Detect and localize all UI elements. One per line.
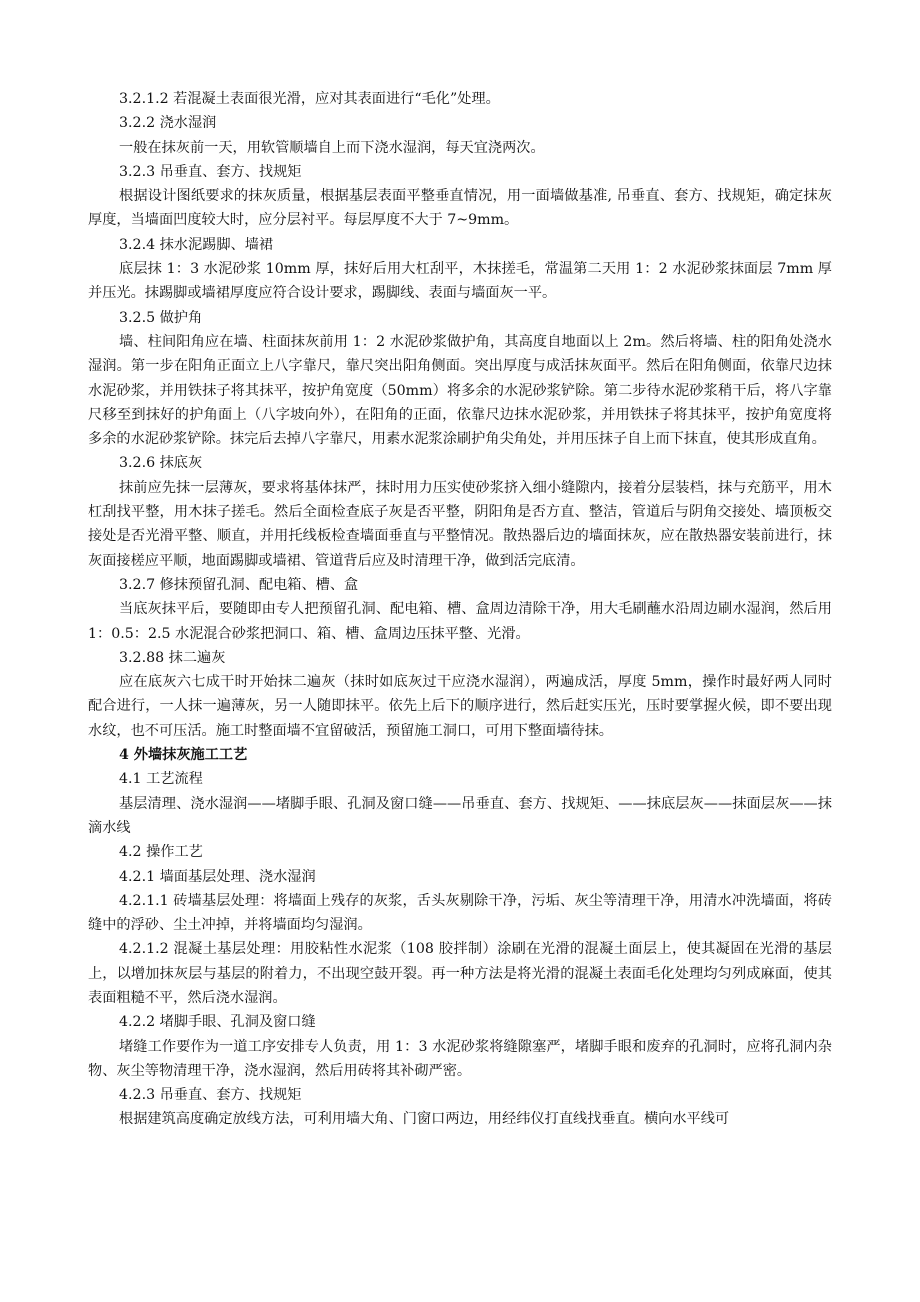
section-heading: 3.2.7 修抹预留孔洞、配电箱、槽、盒 — [119, 576, 359, 593]
chapter-heading: 4 外墙抹灰施工工艺 — [119, 747, 248, 764]
body-paragraph: 堵缝工作要作为一道工序安排专人负责，用 1：3 水泥砂浆将缝隙塞严，堵脚手眼和废弃的孔洞时，应将孔洞内杂物、灰尘等物清理干净，浇水湿润，然后用砖将其补砌严密。 — [88, 1038, 832, 1079]
section-heading: 4.2.2 堵脚手眼、孔洞及窗口缝 — [119, 1014, 316, 1031]
section-heading: 4.2.3 吊垂直、套方、找规矩 — [119, 1087, 302, 1104]
section-heading: 3.2.88 抹二遍灰 — [119, 649, 226, 666]
section-heading: 3.2.3 吊垂直、套方、找规矩 — [119, 163, 302, 180]
section-heading: 4.2 操作工艺 — [119, 844, 203, 861]
body-paragraph: 抹前应先抹一层薄灰，要求将基体抹严，抹时用力压实使砂浆挤入细小缝隙内，接着分层装档，抹与充筋平，用木杠刮找平整，用木抹子搓毛。然后全面检查底子灰是否平整，阴阳角是否方直、整洁，管道后与阴角交接处、墙顶板交接处是否光滑平整、顺直，并用托线板检查墙面垂直与平整情况。散热器后边的墙面抹灰，应在散热器安装前进行，抹灰面接槎应平顺，地面踢脚或墙裙、管道背后应及时清理干净，做到活完底清。 — [88, 479, 832, 569]
body-paragraph: 底层抹 1：3 水泥砂浆 10mm 厚，抹好后用大杠刮平，木抹搓毛，常温第二天用 1：2 水泥砂浆抹面层 7mm 厚并压光。抹踢脚或墙裙厚度应符合设计要求，踢脚线、表面与墙面灰一平。 — [88, 261, 832, 302]
section-heading: 3.2.6 抹底灰 — [119, 455, 203, 472]
text-line: 3.2.1.2 若混凝土表面很光滑，应对其表面进行“毛化”处理。 — [119, 91, 500, 107]
body-paragraph: 根据建筑高度确定放线方法，可利用墙大角、门窗口两边，用经纬仪打直线找垂直。横向水平线可 — [119, 1111, 730, 1128]
body-paragraph: 基层清理、浇水湿润——堵脚手眼、孔洞及窗口缝——吊垂直、套方、找规矩、——抹底层灰——抹面层灰——抹滴水线 — [88, 795, 832, 836]
body-paragraph: 4.2.1.1 砖墙基层处理：将墙面上残存的灰浆，舌头灰剔除干净，污垢、灰尘等清理干净，用清水冲洗墙面，将砖缝中的浮砂、尘土冲掉，并将墙面均匀湿润。 — [88, 892, 832, 934]
body-paragraph: 应在底灰六七成干时开始抹二遍灰（抹时如底灰过干应浇水湿润），两遍成活，厚度 5mm，操作时最好两人同时配合进行，一人抹一遍薄灰，另一人随即抹平。依先上后下的顺序进行，然后赶实压光，压时要掌握火候，即不要出现水纹，也不可压活。施工时整面墙不宜留破活，预留施工洞口，可用下整面墙待抹。 — [88, 674, 832, 739]
section-heading: 3.2.2 浇水湿润 — [119, 115, 217, 132]
body-paragraph: 根据设计图纸要求的抹灰质量，根据基层表面平整垂直情况，用一面墙做基准, 吊垂直、套方、找规矩，确定抹灰厚度，当墙面凹度较大时，应分层衬平。每层厚度不大于 7~9mm。 — [88, 188, 832, 229]
body-paragraph: 一般在抹灰前一天，用软管顺墙自上而下浇水湿润，每天宜浇两次。 — [119, 139, 545, 156]
section-heading: 4.2.1 墙面基层处理、浇水湿润 — [119, 868, 316, 885]
section-heading: 3.2.4 抹水泥踢脚、墙裙 — [119, 236, 274, 253]
body-paragraph: 墙、柱间阳角应在墙、柱面抹灰前用 1：2 水泥砂浆做护角，其高度自地面以上 2m。然后将墙、柱的阳角处浇水湿润。第一步在阳角正面立上八字靠尺，靠尺突出阳角侧面。突出厚度与成活抹灰面平。然后在阳角侧面，依靠尺边抹水泥砂浆，并用铁抹子将其抹平，按护角宽度（50mm）将多余的水泥砂浆铲除。第二步待水泥砂浆稍干后，将八字靠尺移至到抹好的护角面上（八字坡向外），在阳角的正面，依靠尺边抹水泥砂浆，并用铁抹子将其抹平，按护角宽度将多余的水泥砂浆铲除。抹完后去掉八字靠尺，用素水泥浆涂刷护角尖角处，并用压抹子自上而下抹直，使其形成直角。 — [88, 333, 832, 448]
body-paragraph: 4.2.1.2 混凝土基层处理：用胶粘性水泥浆（108 胶拌制）涂刷在光滑的混凝土面层上，使其凝固在光滑的基层上，以增加抹灰层与基层的附着力，不出现空鼓开裂。再一种方法是将光滑的混凝土表面毛化处理均匀列成麻面，使其表面粗糙不平，然后浇水湿润。 — [88, 941, 832, 1006]
section-heading: 3.2.5 做护角 — [119, 309, 203, 326]
body-paragraph: 当底灰抹平后，要随即由专人把预留孔洞、配电箱、槽、盒周边清除干净，用大毛刷蘸水沿周边刷水湿润，然后用 1：0.5：2.5 水泥混合砂浆把洞口、箱、槽、盒周边压抹平整、光滑。 — [88, 601, 832, 642]
section-heading: 4.1 工艺流程 — [119, 771, 203, 788]
